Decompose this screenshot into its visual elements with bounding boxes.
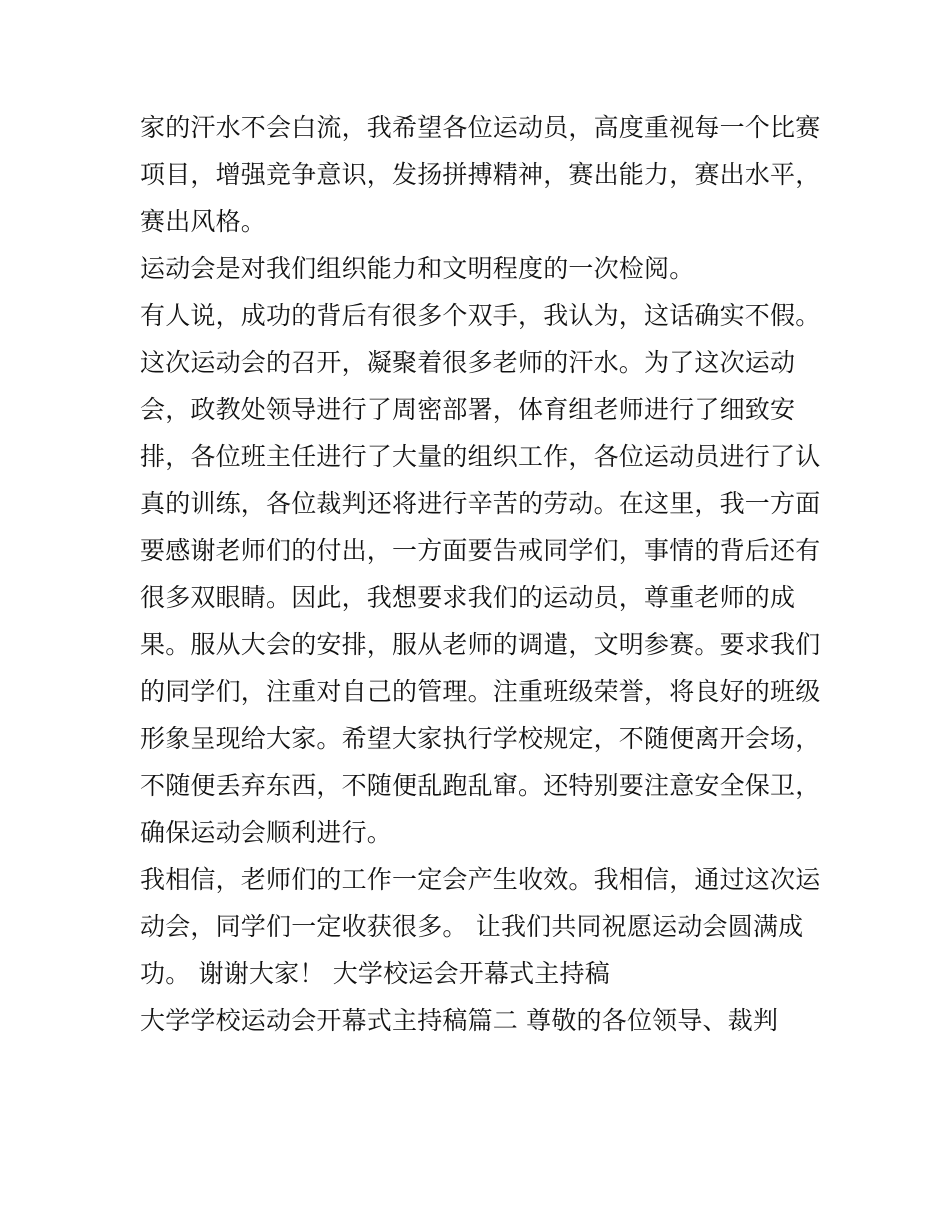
text-line: 大学学校运动会开幕式主持稿篇二 尊敬的各位领导、裁判 bbox=[140, 1006, 779, 1035]
document-body bbox=[140, 104, 820, 1044]
text-line: 家的汗水不会白流，我希望各位运动员，高度重视每一个比赛 bbox=[140, 113, 821, 142]
text-line: 这次运动会的召开，凝聚着很多老师的汗水。为了这次运动 bbox=[140, 348, 796, 377]
text-line: 很多双眼睛。因此，我想要求我们的运动员，尊重老师的成 bbox=[140, 583, 796, 612]
text-line: 运动会是对我们组织能力和文明程度的一次检阅。 bbox=[140, 254, 695, 283]
text-line: 要感谢老师们的付出，一方面要告戒同学们，事情的背后还有 bbox=[140, 536, 821, 565]
text-line: 赛出风格。 bbox=[140, 207, 267, 236]
text-line: 有人说，成功的背后有很多个双手，我认为，这话确实不假。 bbox=[140, 301, 821, 330]
text-line: 确保运动会顺利进行。 bbox=[140, 818, 393, 847]
text-line: 功。 谢谢大家！ 大学校运会开幕式主持稿 bbox=[140, 959, 610, 988]
text-line: 排，各位班主任进行了大量的组织工作，各位运动员进行了认 bbox=[140, 442, 821, 471]
text-line: 形象呈现给大家。希望大家执行学校规定，不随便离开会场， bbox=[140, 724, 821, 753]
text-line: 不随便丢弃东西，不随便乱跑乱窜。还特别要注意安全保卫， bbox=[140, 771, 821, 800]
text-line: 会，政教处领导进行了周密部署，体育组老师进行了细致安 bbox=[140, 395, 796, 424]
text-line: 项目，增强竞争意识，发扬拼搏精神，赛出能力，赛出水平， bbox=[140, 160, 821, 189]
text-line: 的同学们，注重对自己的管理。注重班级荣誉，将良好的班级 bbox=[140, 677, 821, 706]
text-line: 我相信，老师们的工作一定会产生收效。我相信，通过这次运 bbox=[140, 865, 821, 894]
text-line: 果。服从大会的安排，服从老师的调遣，文明参赛。要求我们 bbox=[140, 630, 821, 659]
text-line: 动会，同学们一定收获很多。 让我们共同祝愿运动会圆满成 bbox=[140, 912, 804, 941]
text-line: 真的训练，各位裁判还将进行辛苦的劳动。在这里，我一方面 bbox=[140, 489, 821, 518]
